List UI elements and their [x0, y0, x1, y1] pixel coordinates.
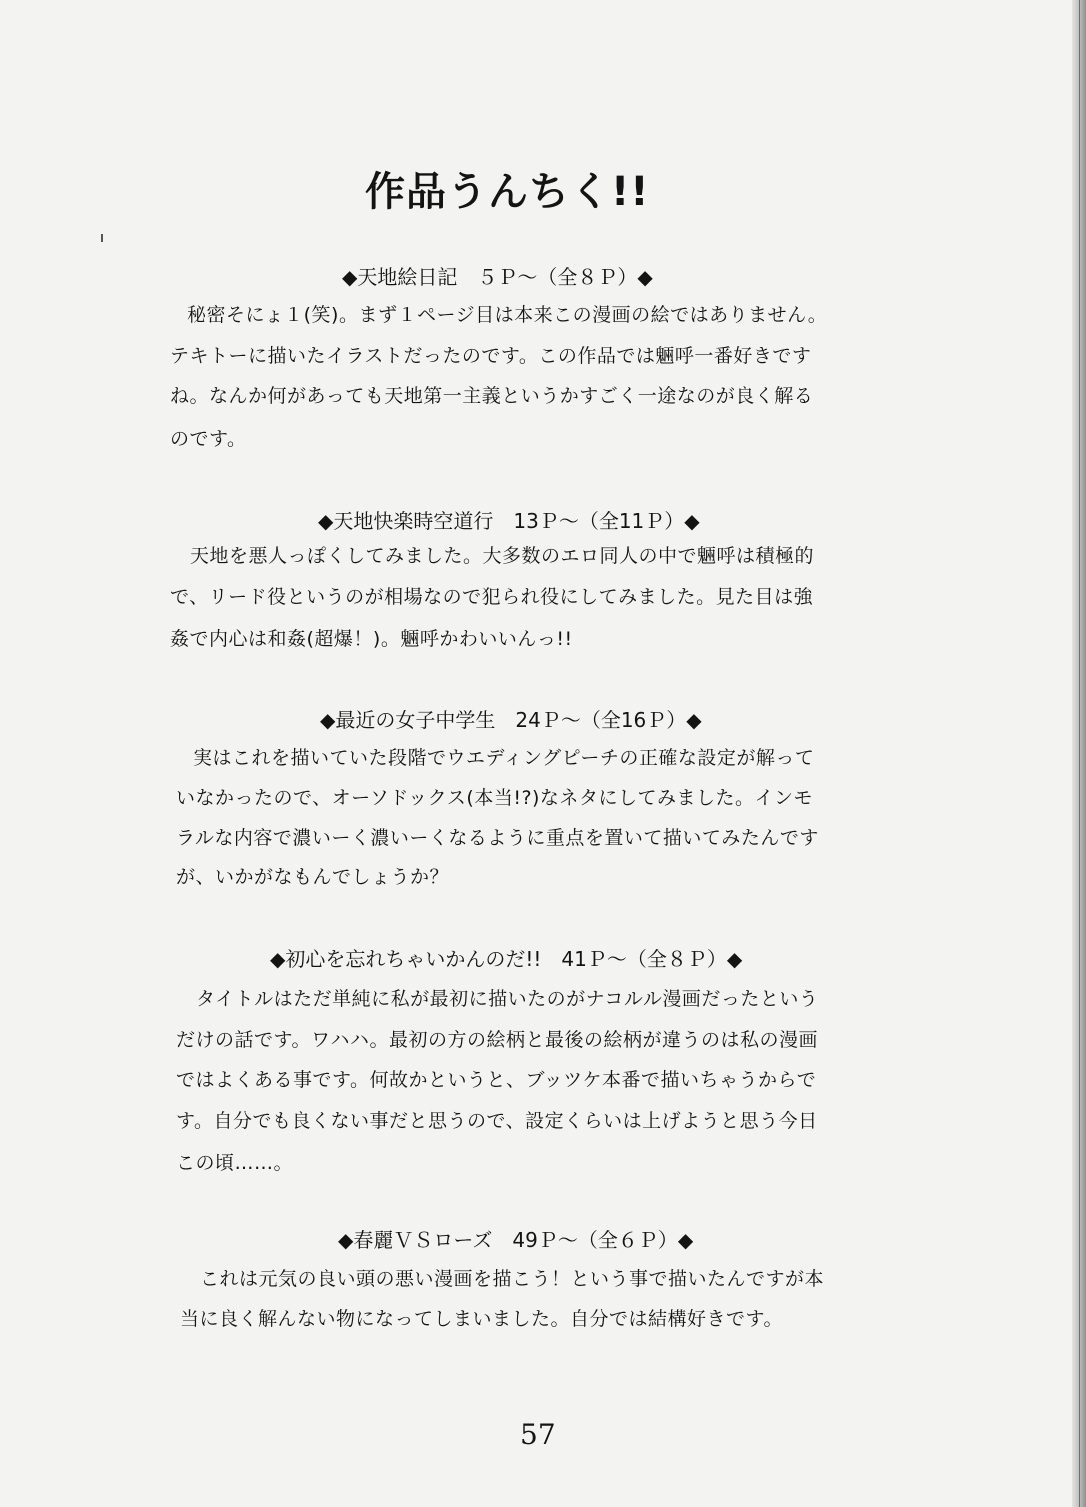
section-4-line-5: この頃……。 [176, 1152, 294, 1174]
section-4-line-1: タイトルはただ単純に私が最初に描いたのがナコルル漫画だったという [196, 988, 819, 1010]
section-1-line-2: テキトーに描いたイラストだったのです。この作品では魎呼一番好きです [170, 345, 812, 367]
section-4-heading: ◆初心を忘れちゃいかんのだ!! 41Ｐ～（全８Ｐ）◆ [270, 947, 743, 971]
section-2-line-2: で、リード役というのが相場なので犯られ役にしてみました。見た目は強 [170, 586, 814, 608]
section-1-line-1: 秘密そにょ１(笑)。まず１ページ目は本来この漫画の絵ではありません。 [187, 304, 828, 326]
section-3-heading: ◆最近の女子中学生 24Ｐ～（全16Ｐ）◆ [320, 708, 702, 732]
section-1-heading: ◆天地絵日記 ５Ｐ～（全８Ｐ）◆ [342, 265, 653, 289]
section-2-line-1: 天地を悪人っぽくしてみました。大多数のエロ同人の中で魎呼は積極的 [190, 545, 815, 567]
page-edge-line [1079, 0, 1080, 1507]
section-1-line-4: のです。 [170, 428, 247, 450]
page-number: 57 [520, 1418, 556, 1451]
section-5-line-1: これは元気の良い頭の悪い漫画を描こう！という事で描いたんですが本 [200, 1268, 825, 1290]
section-5-heading: ◆春麗ＶＳローズ 49Ｐ～（全６Ｐ）◆ [338, 1228, 694, 1252]
section-2-line-3: 姦で内心は和姦(超爆！)。魎呼かわいいんっ!! [170, 628, 573, 650]
section-4-line-2: だけの話です。ワハハ。最初の方の絵柄と最後の絵柄が違うのは私の漫画 [176, 1029, 818, 1051]
ink-speck [101, 234, 103, 242]
section-3-line-2: いなかったので、オーソドックス(本当!?)なネタにしてみました。インモ [176, 787, 813, 809]
section-4-line-4: す。自分でも良くない事だと思うので、設定くらいは上げようと思う今日 [176, 1110, 818, 1132]
section-5-line-2: 当に良く解んない物になってしまいました。自分では結構好きです。 [180, 1308, 783, 1330]
section-3-line-3: ラルな内容で濃いーく濃いーくなるように重点を置いて描いてみたんです [176, 827, 819, 849]
section-4-line-3: ではよくある事です。何故かというと、ブッツケ本番で描いちゃうからで [176, 1069, 817, 1091]
section-3-line-4: が、いかがなもんでしょうか？ [176, 866, 450, 888]
section-3-line-1: 実はこれを描いていた段階でウエディングピーチの正確な設定が解って [193, 747, 815, 769]
page-title: 作品うんちく!! [365, 169, 650, 215]
section-1-line-3: ね。なんか何があっても天地第一主義というかすごく一途なのが良く解る [170, 385, 814, 407]
section-2-heading: ◆天地快楽時空道行 13Ｐ～（全11Ｐ）◆ [318, 509, 700, 533]
